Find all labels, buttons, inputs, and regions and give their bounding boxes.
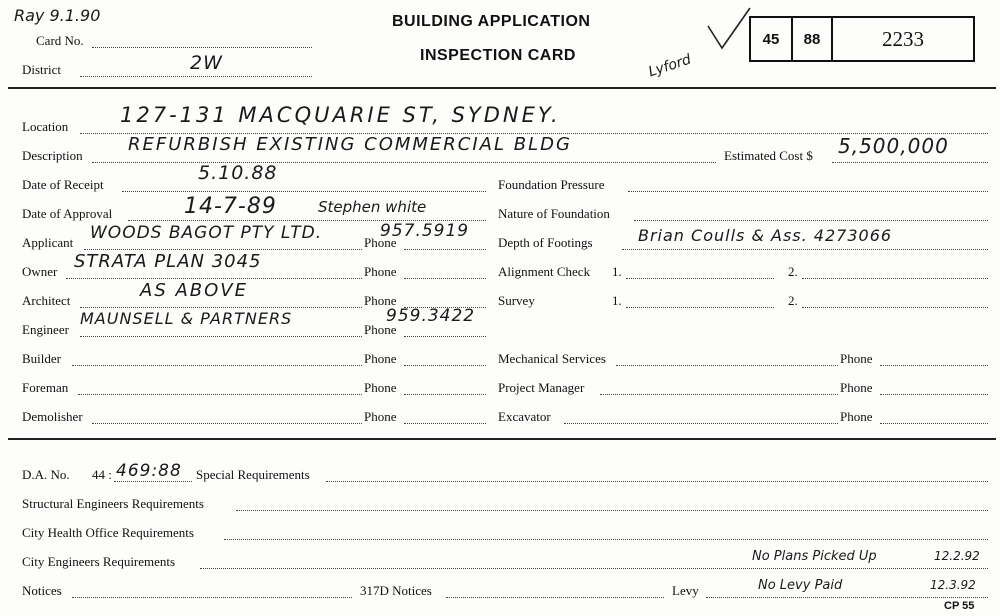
description-line [92, 162, 716, 163]
excavator-phone-line [880, 423, 988, 424]
city-engineers-note: No Plans Picked Up [752, 549, 877, 564]
applicant-value: WOODS BAGOT PTY LTD. [90, 223, 323, 243]
excavator-line [564, 423, 838, 424]
special-requirements-label: Special Requirements [196, 467, 310, 482]
owner-line [66, 278, 362, 279]
foreman-line [78, 394, 362, 395]
depth-of-footings-line [622, 249, 988, 250]
location-label: Location [22, 119, 69, 134]
demolisher-phone-line [404, 423, 486, 424]
project-manager-line [600, 394, 838, 395]
mechanical-phone-line [880, 365, 988, 366]
demolisher-label: Demolisher [22, 409, 83, 424]
notices-line [72, 597, 352, 598]
survey-1-label: 1. [612, 293, 622, 308]
engineer-line [80, 336, 362, 337]
engineer-phone-label: Phone [364, 322, 397, 337]
city-engineers-label: City Engineers Requirements [22, 554, 176, 569]
alignment-check-1-line [626, 278, 774, 279]
applicant-phone: 957.5919 [380, 221, 470, 241]
card-no-line [92, 47, 312, 48]
demolisher-phone-label: Phone [364, 409, 397, 424]
city-engineers-date: 12.2.92 [934, 549, 980, 563]
owner-phone-line [404, 278, 486, 279]
health-label: City Health Office Requirements [22, 525, 194, 540]
owner-label: Owner [22, 264, 58, 279]
estimated-cost-label: Estimated Cost $ [724, 148, 813, 163]
district-value: 2W [190, 52, 223, 74]
box-number: 2233 [882, 26, 924, 51]
owner-phone-label: Phone [364, 264, 397, 279]
survey-label: Survey [498, 293, 535, 308]
alignment-check-2-line [802, 278, 988, 279]
top-note: Ray 9.1.90 [14, 6, 101, 25]
foundation-pressure-label: Foundation Pressure [498, 177, 605, 192]
location-value: 127-131 MACQUARIE ST, SYDNEY. [120, 103, 561, 127]
da-value: 469:88 [116, 461, 182, 481]
levy-line [706, 597, 988, 598]
city-engineers-line [200, 568, 988, 569]
description-value: REFURBISH EXISTING COMMERCIAL BLDG [128, 134, 572, 155]
applicant-phone-label: Phone [364, 235, 397, 250]
survey-1-line [626, 307, 774, 308]
check-mark-icon [704, 4, 754, 54]
demolisher-line [92, 423, 362, 424]
engineer-phone: 959.3422 [386, 306, 476, 326]
district-line [80, 76, 312, 77]
estimated-cost-line [832, 162, 988, 163]
da-no-label: D.A. No. [22, 467, 70, 482]
engineer-phone-line [404, 336, 486, 337]
architect-line [80, 307, 362, 308]
survey-2-label: 2. [788, 293, 798, 308]
builder-line [72, 365, 362, 366]
applicant-label: Applicant [22, 235, 74, 250]
mechanical-phone-label: Phone [840, 351, 873, 366]
engineer-value: MAUNSELL & PARTNERS [80, 309, 293, 328]
health-line [224, 539, 988, 540]
date-of-approval-label: Date of Approval [22, 206, 113, 221]
applicant-phone-line [404, 249, 486, 250]
card-number-box [749, 16, 975, 62]
box-year-1: 45 [762, 30, 780, 48]
excavator-phone-label: Phone [840, 409, 873, 424]
builder-phone-line [404, 365, 486, 366]
excavator-label: Excavator [498, 409, 551, 424]
foreman-phone-line [404, 394, 486, 395]
foreman-label: Foreman [22, 380, 69, 395]
architect-label: Architect [22, 293, 71, 308]
alignment-check-label: Alignment Check [498, 264, 591, 279]
foundation-pressure-line [628, 191, 988, 192]
levy-label: Levy [672, 583, 699, 598]
levy-date: 12.3.92 [930, 578, 976, 592]
mechanical-services-line [616, 365, 838, 366]
engineer-label: Engineer [22, 322, 69, 337]
date-of-receipt-value: 5.10.88 [198, 162, 278, 184]
builder-label: Builder [22, 351, 61, 366]
structural-line [236, 510, 988, 511]
notices-label: Notices [22, 583, 62, 598]
nature-of-foundation-line [634, 220, 988, 221]
description-label: Description [22, 148, 83, 163]
foreman-phone-label: Phone [364, 380, 397, 395]
architect-phone-label: Phone [364, 293, 397, 308]
date-of-receipt-label: Date of Receipt [22, 177, 104, 192]
special-requirements-line [326, 481, 988, 482]
da-no-line [114, 481, 192, 482]
middle-rule [8, 438, 996, 440]
alignment-check-2-label: 2. [788, 264, 798, 279]
project-manager-label: Project Manager [498, 380, 585, 395]
owner-value: STRATA PLAN 3045 [74, 251, 262, 272]
date-of-approval-value: 14-7-89 [184, 194, 277, 219]
depth-of-footings-label: Depth of Footings [498, 235, 593, 250]
margin-signature: Lyford [646, 51, 694, 81]
box-year-2: 88 [803, 30, 821, 48]
approval-signature: Stephen white [318, 198, 427, 216]
header-rule [8, 87, 996, 89]
notices-317d-line [446, 597, 664, 598]
alignment-check-1-label: 1. [612, 264, 622, 279]
structural-label: Structural Engineers Requirements [22, 496, 204, 511]
applicant-line [84, 249, 362, 250]
nature-of-foundation-label: Nature of Foundation [498, 206, 610, 221]
title-line-2: INSPECTION CARD [420, 47, 576, 64]
survey-2-line [802, 307, 988, 308]
district-label: District [22, 62, 61, 77]
project-manager-phone-label: Phone [840, 380, 873, 395]
da-prefix: 44 : [92, 467, 112, 482]
date-of-receipt-line [122, 191, 486, 192]
depth-of-footings-value: Brian Coulls & Ass. 4273066 [638, 226, 893, 245]
notices-317d-label: 317D Notices [360, 583, 432, 598]
title-line-1: BUILDING APPLICATION [392, 13, 591, 30]
card-no-label: Card No. [36, 33, 84, 48]
project-manager-phone-line [880, 394, 988, 395]
builder-phone-label: Phone [364, 351, 397, 366]
estimated-cost-value: 5,500,000 [838, 134, 949, 158]
mechanical-services-label: Mechanical Services [498, 351, 606, 366]
architect-value: AS ABOVE [140, 280, 248, 301]
form-code: CP 55 [944, 600, 975, 612]
levy-note: No Levy Paid [758, 578, 843, 593]
